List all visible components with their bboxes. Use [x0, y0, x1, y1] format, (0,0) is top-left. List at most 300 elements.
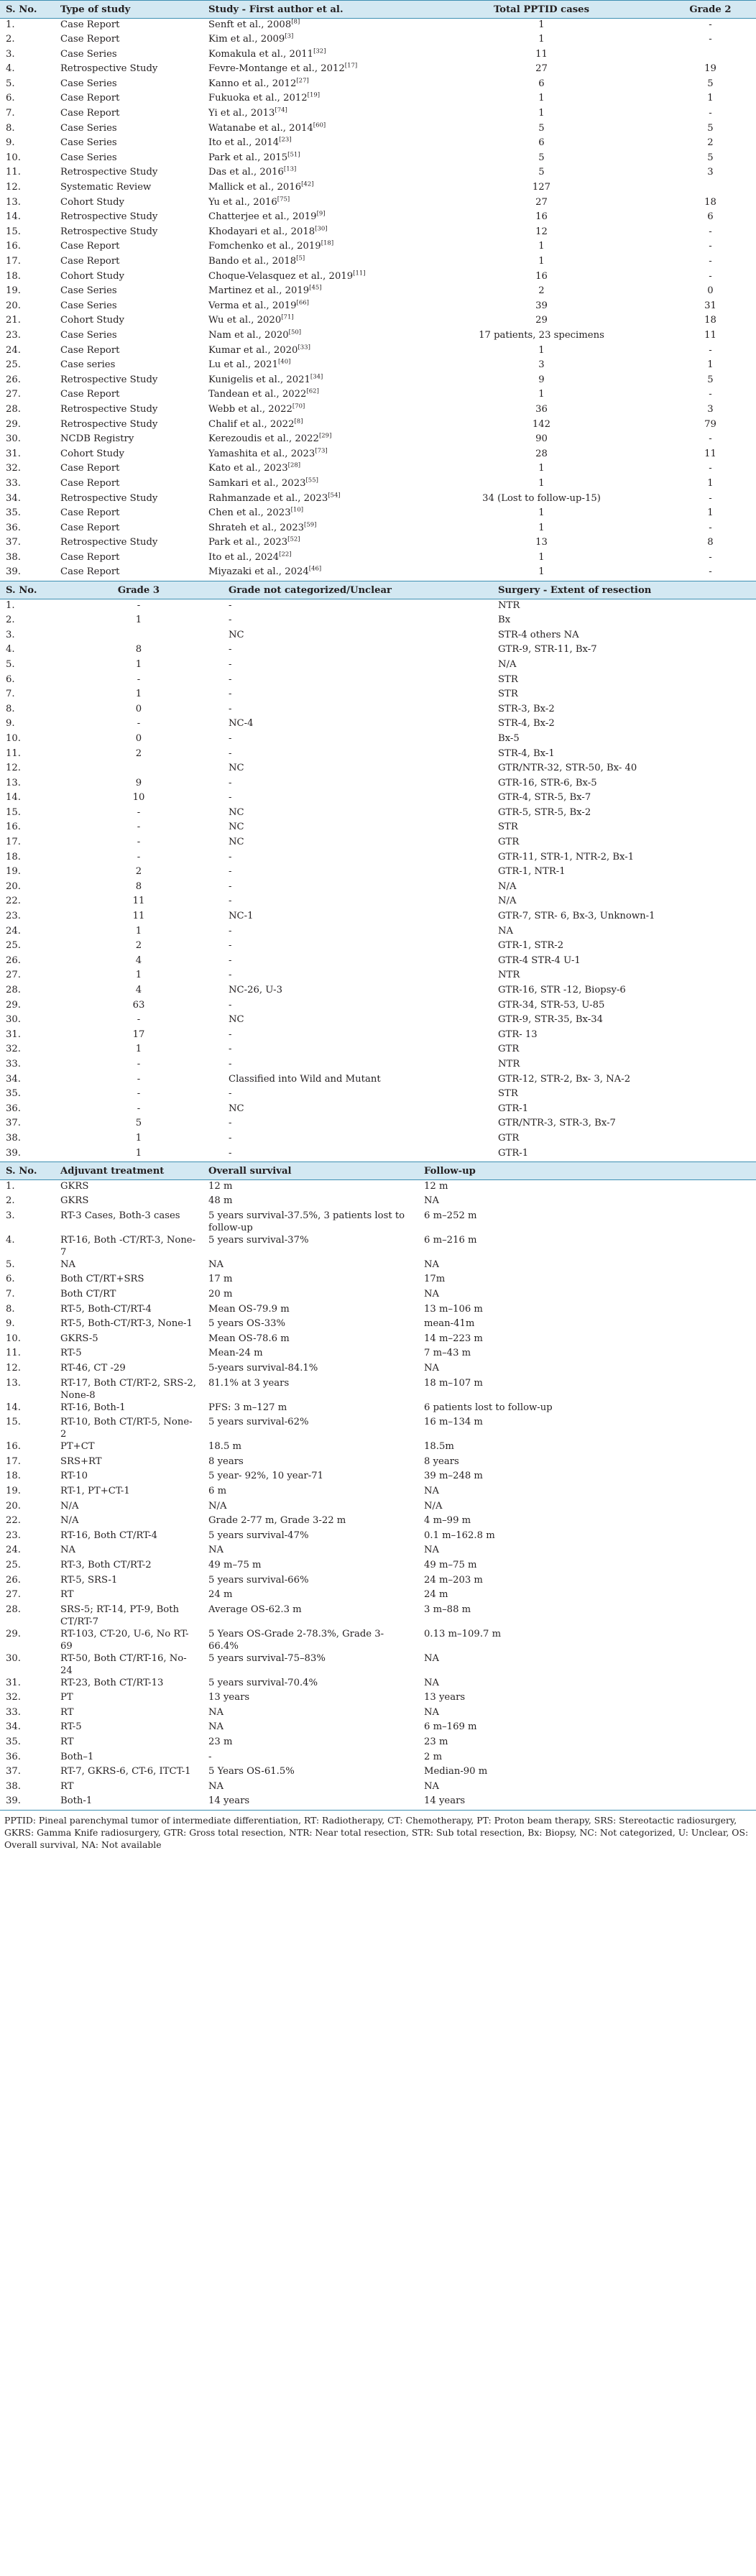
survival-cell: 5 years survival-70.4% — [208, 1677, 318, 1688]
sno-cell: 13. — [6, 1377, 21, 1389]
resection-cell: N/A — [498, 880, 517, 892]
grade-unclear-cell: - — [229, 880, 232, 892]
total-cases-cell: 127 — [532, 182, 551, 193]
author-name: Komakula et al., 2011 — [208, 48, 314, 60]
follow-up-cell: 0.13 m–109.7 m — [424, 1628, 502, 1639]
table-row — [0, 1559, 756, 1574]
table-row — [0, 240, 756, 255]
table-row — [0, 614, 756, 629]
sno-cell: 35. — [6, 1088, 21, 1100]
author-cell — [203, 551, 418, 566]
table-row — [0, 1691, 756, 1706]
author-cell — [203, 19, 418, 34]
follow-up-cell: 24 m–203 m — [424, 1574, 483, 1586]
author-cell — [203, 92, 418, 107]
grade-unclear-cell: NC — [229, 806, 244, 818]
sno-cell: 23. — [6, 1530, 21, 1541]
adjuvant-cell: Both–1 — [60, 1751, 94, 1762]
survival-cell: Mean OS-79.9 m — [208, 1303, 290, 1315]
sno-cell: 10. — [6, 152, 21, 163]
reference-superscript: [75] — [277, 196, 290, 203]
follow-up-cell: 39 m–248 m — [424, 1471, 483, 1482]
reference-superscript: [10] — [290, 506, 304, 514]
author-name: Kumar et al., 2020 — [208, 344, 298, 356]
author-name: Park et al., 2015 — [208, 152, 288, 163]
table-row — [0, 984, 756, 999]
study-type-cell: Case Report — [60, 507, 120, 519]
adjuvant-cell: RT-10, Both CT/RT-5, None-2 — [60, 1417, 193, 1440]
grade-3-cell: 1 — [135, 658, 142, 670]
resection-cell: NA — [498, 925, 514, 937]
author-cell — [203, 388, 418, 403]
follow-up-cell: N/A — [424, 1500, 443, 1512]
reference-superscript: [29] — [318, 432, 332, 440]
table-row — [0, 551, 756, 566]
author-cell — [203, 314, 418, 329]
table-row — [0, 1604, 756, 1628]
survival-cell: - — [208, 1751, 212, 1762]
sno-cell: 20. — [6, 1500, 21, 1512]
total-cases-cell: 2 — [538, 285, 545, 297]
author-cell — [203, 522, 418, 537]
study-type-cell: Cohort Study — [60, 315, 124, 326]
study-type-cell: Case Report — [60, 344, 120, 356]
sno-cell: 7. — [6, 689, 15, 700]
grade-3-cell: 2 — [135, 748, 142, 759]
survival-cell: NA — [208, 1259, 224, 1270]
sno-cell: 36. — [6, 1103, 21, 1114]
reference-superscript: [28] — [287, 461, 301, 469]
survival-cell: 5 years survival-37.5%, 3 patients lost to follow-up — [208, 1210, 405, 1233]
study-type-cell: Retrospective Study — [60, 63, 158, 75]
grade-2-cell: - — [709, 108, 712, 119]
resection-cell: GTR-7, STR- 6, Bx-3, Unknown-1 — [498, 911, 655, 922]
table-row — [0, 1765, 756, 1780]
table-row — [0, 33, 756, 48]
resection-cell: GTR/NTR-3, STR-3, Bx-7 — [498, 1118, 616, 1129]
table-row — [0, 1043, 756, 1058]
sno-cell: 4. — [6, 644, 15, 656]
study-type-cell: Case Series — [60, 285, 117, 297]
reference-superscript: [55] — [305, 477, 318, 484]
resection-cell: STR-4 others NA — [498, 629, 579, 640]
header-surgery-resection: Surgery - Extent of resection — [492, 581, 756, 599]
author-name: Tandean et al., 2022 — [208, 389, 307, 400]
table-row — [0, 969, 756, 984]
total-cases-cell: 1 — [538, 507, 545, 519]
survival-cell: 5 years survival-75–83% — [208, 1652, 326, 1664]
table-row — [0, 285, 756, 300]
survival-cell: 5 years survival-62% — [208, 1417, 309, 1428]
sno-cell: 15. — [6, 226, 21, 237]
author-name: Martinez et al., 2019 — [208, 285, 310, 297]
header-follow-up: Follow-up — [418, 1162, 756, 1180]
table-row — [0, 1402, 756, 1417]
sno-cell: 16. — [6, 1441, 21, 1453]
sno-cell: 37. — [6, 537, 21, 548]
table-row — [0, 1574, 756, 1589]
grade-2-cell: 5 — [707, 374, 714, 385]
author-cell — [203, 211, 418, 226]
table-row — [0, 1780, 756, 1795]
grade-unclear-cell: - — [229, 1058, 232, 1070]
reference-superscript: [17] — [344, 62, 358, 70]
study-type-cell: Retrospective Study — [60, 226, 158, 237]
sno-cell: 17. — [6, 1455, 21, 1467]
grade-2-cell: 11 — [704, 448, 716, 459]
table-row — [0, 1455, 756, 1471]
sno-cell: 19. — [6, 285, 21, 297]
grade-unclear-cell: NC — [229, 763, 244, 774]
follow-up-cell: NA — [424, 1545, 440, 1556]
sno-cell: 25. — [6, 940, 21, 952]
author-name: Verma et al., 2019 — [208, 300, 297, 311]
grade-3-cell: 10 — [132, 792, 145, 804]
reference-superscript: [51] — [287, 151, 300, 159]
grade-unclear-cell: - — [229, 703, 232, 714]
adjuvant-cell: N/A — [60, 1500, 79, 1512]
table-row — [0, 1195, 756, 1210]
adjuvant-cell: SRS+RT — [60, 1455, 102, 1467]
author-cell — [203, 78, 418, 93]
author-cell — [203, 240, 418, 255]
follow-up-cell: 14 m–223 m — [424, 1333, 483, 1344]
survival-cell: Grade 2-77 m, Grade 3-22 m — [208, 1515, 346, 1527]
sno-cell: 16. — [6, 822, 21, 833]
grade-unclear-cell: - — [229, 644, 232, 656]
adjuvant-cell: Both CT/RT — [60, 1289, 116, 1300]
study-type-cell: Case Series — [60, 78, 117, 89]
table-row — [0, 865, 756, 880]
grade-2-cell: - — [709, 389, 712, 400]
grade-unclear-cell: - — [229, 1044, 232, 1055]
table-row — [0, 851, 756, 866]
grade-unclear-cell: - — [229, 925, 232, 937]
table-row — [0, 717, 756, 732]
study-type-cell: Case Series — [60, 300, 117, 311]
sno-cell: 15. — [6, 806, 21, 818]
sno-cell: 39. — [6, 1795, 21, 1807]
total-cases-cell: 1 — [538, 19, 545, 30]
grade-2-cell: 19 — [704, 63, 716, 75]
grade-2-cell: - — [709, 241, 712, 252]
grade-unclear-cell: - — [229, 673, 232, 685]
grade-unclear-cell: - — [229, 615, 232, 626]
sno-cell: 14. — [6, 211, 21, 223]
table-row — [0, 1440, 756, 1455]
grade-unclear-cell: - — [229, 1088, 232, 1100]
grade-unclear-cell: - — [229, 999, 232, 1011]
grade-3-cell: - — [137, 806, 141, 818]
follow-up-cell: 6 m–252 m — [424, 1210, 477, 1221]
follow-up-cell: 6 patients lost to follow-up — [424, 1402, 553, 1413]
adjuvant-cell: RT-5, Both-CT/RT-3, None-1 — [60, 1318, 193, 1330]
grade-2-cell: - — [709, 256, 712, 267]
sno-cell: 19. — [6, 866, 21, 878]
table-row — [0, 1652, 756, 1677]
table-row — [0, 910, 756, 925]
follow-up-cell: 6 m–216 m — [424, 1234, 477, 1246]
author-cell — [203, 285, 418, 300]
table-row — [0, 477, 756, 492]
grade-2-cell: - — [709, 19, 712, 30]
table-row — [0, 1013, 756, 1029]
grade-unclear-cell: - — [229, 748, 232, 759]
grade-unclear-cell: - — [229, 940, 232, 952]
total-cases-cell: 27 — [535, 63, 548, 75]
table-row — [0, 1544, 756, 1559]
table-header-row — [0, 1, 756, 19]
resection-cell: Bx — [498, 615, 511, 626]
sno-cell: 3. — [6, 1210, 15, 1221]
sno-cell: 20. — [6, 880, 21, 892]
resection-cell: STR-3, Bx-2 — [498, 703, 555, 714]
grade-unclear-cell: - — [229, 866, 232, 878]
author-cell — [203, 359, 418, 374]
sno-cell: 24. — [6, 925, 21, 937]
table-row — [0, 806, 756, 822]
author-cell — [203, 433, 418, 448]
study-type-cell: Case Series — [60, 137, 117, 149]
author-cell — [203, 226, 418, 241]
sno-cell: 3. — [6, 629, 15, 640]
follow-up-cell: NA — [424, 1485, 440, 1496]
author-cell — [203, 181, 418, 196]
author-cell — [203, 462, 418, 477]
sno-cell: 10. — [6, 732, 21, 744]
sno-cell: 28. — [6, 985, 21, 995]
adjuvant-cell: RT — [60, 1780, 74, 1792]
survival-cell: 6 m — [208, 1485, 227, 1496]
header-sno: S. No. — [0, 581, 55, 599]
table-row — [0, 1530, 756, 1545]
survival-cell: 5 Years OS-Grade 2-78.3%, Grade 3-66.4% — [208, 1628, 384, 1652]
grade-3-cell: 1 — [135, 1147, 142, 1159]
author-name: Nam et al., 2020 — [208, 329, 289, 341]
table-row — [0, 880, 756, 896]
grade-3-cell: - — [137, 822, 141, 833]
table-row — [0, 522, 756, 537]
grade-2-cell: - — [709, 566, 712, 578]
table-row — [0, 1303, 756, 1318]
survival-cell: PFS: 3 m–127 m — [208, 1402, 287, 1413]
sno-cell: 20. — [6, 300, 21, 311]
table-row — [0, 536, 756, 551]
sno-cell: 29. — [6, 1628, 21, 1639]
sno-cell: 38. — [6, 1780, 21, 1792]
grade-2-cell: 6 — [707, 211, 714, 223]
table-row — [0, 1210, 756, 1234]
resection-cell: GTR-1, STR-2 — [498, 940, 564, 952]
sno-cell: 7. — [6, 1289, 15, 1300]
sno-cell: 13. — [6, 777, 21, 788]
reference-superscript: [33] — [298, 344, 310, 351]
grade-2-cell: - — [709, 226, 712, 237]
adjuvant-cell: RT-16, Both -CT/RT-3, None-7 — [60, 1234, 196, 1258]
grade-3-cell: - — [137, 673, 141, 685]
total-cases-cell: 11 — [535, 48, 548, 60]
reference-superscript: [42] — [301, 180, 314, 188]
total-cases-cell: 1 — [538, 463, 545, 474]
table-row — [0, 403, 756, 418]
grade-2-cell: 31 — [704, 300, 716, 311]
study-type-cell: Cohort Study — [60, 196, 124, 208]
study-type-cell: Case Series — [60, 48, 117, 60]
sno-cell: 39. — [6, 1147, 21, 1159]
table-header-row — [0, 1162, 756, 1180]
total-cases-cell: 1 — [538, 108, 545, 119]
sno-cell: 7. — [6, 108, 15, 119]
adjuvant-cell: PT+CT — [60, 1441, 95, 1453]
table-row — [0, 492, 756, 507]
sno-cell: 15. — [6, 1417, 21, 1428]
author-name: Ito et al., 2024 — [208, 551, 280, 563]
resection-cell: GTR/NTR-32, STR-50, Bx- 40 — [498, 763, 637, 774]
grade-unclear-cell: - — [229, 970, 232, 981]
table-row — [0, 1470, 756, 1485]
resection-cell: NTR — [498, 970, 520, 981]
total-cases-cell: 5 — [538, 122, 545, 134]
table-row — [0, 688, 756, 703]
resection-cell: Bx-5 — [498, 732, 520, 744]
reference-superscript: [32] — [313, 47, 326, 55]
sno-cell: 8. — [6, 122, 15, 134]
follow-up-cell: 4 m–99 m — [424, 1515, 471, 1527]
survival-cell: 8 years — [208, 1455, 244, 1467]
survival-cell: N/A — [208, 1500, 227, 1512]
follow-up-cell: 49 m–75 m — [424, 1559, 477, 1570]
grade-2-cell: 2 — [707, 137, 714, 149]
reference-superscript: [5] — [296, 254, 305, 262]
author-name: Mallick et al., 2016 — [208, 182, 302, 193]
follow-up-cell: NA — [424, 1289, 440, 1300]
author-name: Das et al., 2016 — [208, 167, 284, 178]
study-type-cell: Retrospective Study — [60, 211, 158, 223]
author-name: Ito et al., 2014 — [208, 137, 280, 149]
survival-cell: Average OS-62.3 m — [208, 1604, 302, 1615]
sno-cell: 31. — [6, 448, 21, 459]
resection-cell: GTR-1, NTR-1 — [498, 866, 566, 878]
table-grading-resection — [0, 581, 756, 1162]
sno-cell: 32. — [6, 463, 21, 474]
table-row — [0, 748, 756, 763]
grade-unclear-cell: - — [229, 792, 232, 804]
study-type-cell: Case Report — [60, 477, 120, 489]
grade-2-cell: 1 — [707, 507, 714, 519]
grade-2-cell: 8 — [707, 537, 714, 548]
author-cell — [203, 403, 418, 418]
resection-cell: GTR-9, STR-35, Bx-34 — [498, 1014, 604, 1026]
table-row — [0, 599, 756, 615]
survival-cell: 18.5 m — [208, 1441, 242, 1453]
follow-up-cell: 8 years — [424, 1455, 459, 1467]
study-type-cell: Retrospective Study — [60, 403, 158, 415]
table-row — [0, 388, 756, 403]
sno-cell: 26. — [6, 1574, 21, 1586]
total-cases-cell: 1 — [538, 477, 545, 489]
table-row — [0, 566, 756, 581]
survival-cell: 48 m — [208, 1195, 233, 1207]
follow-up-cell: 17m — [424, 1274, 446, 1285]
resection-cell: N/A — [498, 658, 517, 670]
grade-3-cell: 2 — [135, 940, 142, 952]
reference-superscript: [60] — [313, 121, 326, 129]
adjuvant-cell: RT-17, Both CT/RT-2, SRS-2, None-8 — [60, 1377, 196, 1401]
study-type-cell: Case Report — [60, 93, 120, 104]
table-row — [0, 1259, 756, 1274]
grade-unclear-cell: NC — [229, 1014, 244, 1026]
grade-unclear-cell: NC-1 — [229, 911, 254, 922]
grade-3-cell: 4 — [135, 954, 142, 966]
resection-cell: GTR-12, STR-2, Bx- 3, NA-2 — [498, 1073, 631, 1085]
table-row — [0, 1416, 756, 1440]
grade-2-cell: 11 — [704, 329, 716, 341]
resection-cell: STR — [498, 1088, 518, 1100]
grade-3-cell: 1 — [135, 1132, 142, 1144]
survival-cell: 5 years survival-37% — [208, 1234, 309, 1246]
author-name: Lu et al., 2021 — [208, 359, 278, 371]
header-grade-3: Grade 3 — [55, 581, 223, 599]
grade-3-cell: 4 — [135, 985, 142, 995]
table-row — [0, 1485, 756, 1500]
table-row — [0, 152, 756, 167]
total-cases-cell: 5 — [538, 167, 545, 178]
reference-superscript: [19] — [307, 92, 321, 100]
author-cell — [203, 137, 418, 152]
table-row — [0, 433, 756, 448]
sno-cell: 27. — [6, 1589, 21, 1601]
table-row — [0, 19, 756, 34]
header-grade-unclear: Grade not categorized/Unclear — [223, 581, 492, 599]
reference-superscript: [8] — [291, 18, 300, 26]
total-cases-cell: 1 — [538, 344, 545, 356]
total-cases-cell: 1 — [538, 256, 545, 267]
total-cases-cell: 1 — [538, 241, 545, 252]
sno-cell: 8. — [6, 1303, 15, 1315]
author-name: Yu et al., 2016 — [208, 196, 277, 208]
table-row — [0, 703, 756, 718]
follow-up-cell: NA — [424, 1780, 440, 1792]
adjuvant-cell: GKRS — [60, 1181, 89, 1192]
grade-2-cell: 5 — [707, 78, 714, 89]
sno-cell: 6. — [6, 1274, 15, 1285]
grade-2-cell: 5 — [707, 122, 714, 134]
author-name: Choque-Velasquez et al., 2019 — [208, 270, 354, 282]
table-row — [0, 63, 756, 78]
reference-superscript: [18] — [321, 240, 334, 248]
header-study-author: Study - First author et al. — [203, 1, 418, 19]
table-row — [0, 1721, 756, 1736]
adjuvant-cell: RT-23, Both CT/RT-13 — [60, 1677, 164, 1688]
grade-unclear-cell: - — [229, 732, 232, 744]
grade-3-cell: 9 — [135, 777, 142, 788]
resection-cell: GTR-16, STR -12, Biopsy-6 — [498, 985, 626, 995]
author-cell — [203, 270, 418, 285]
total-cases-cell: 12 — [535, 226, 548, 237]
survival-cell: 13 years — [208, 1692, 250, 1703]
grade-3-cell: 0 — [135, 703, 142, 714]
table-row — [0, 1073, 756, 1088]
total-cases-cell: 1 — [538, 389, 545, 400]
total-cases-cell: 90 — [535, 433, 548, 445]
grade-2-cell: - — [709, 492, 712, 504]
reference-superscript: [8] — [294, 418, 303, 426]
follow-up-cell: 0.1 m–162.8 m — [424, 1530, 495, 1541]
sno-cell: 5. — [6, 78, 15, 89]
grade-3-cell — [55, 762, 223, 777]
table-row — [0, 1029, 756, 1044]
reference-superscript: [59] — [304, 521, 317, 529]
